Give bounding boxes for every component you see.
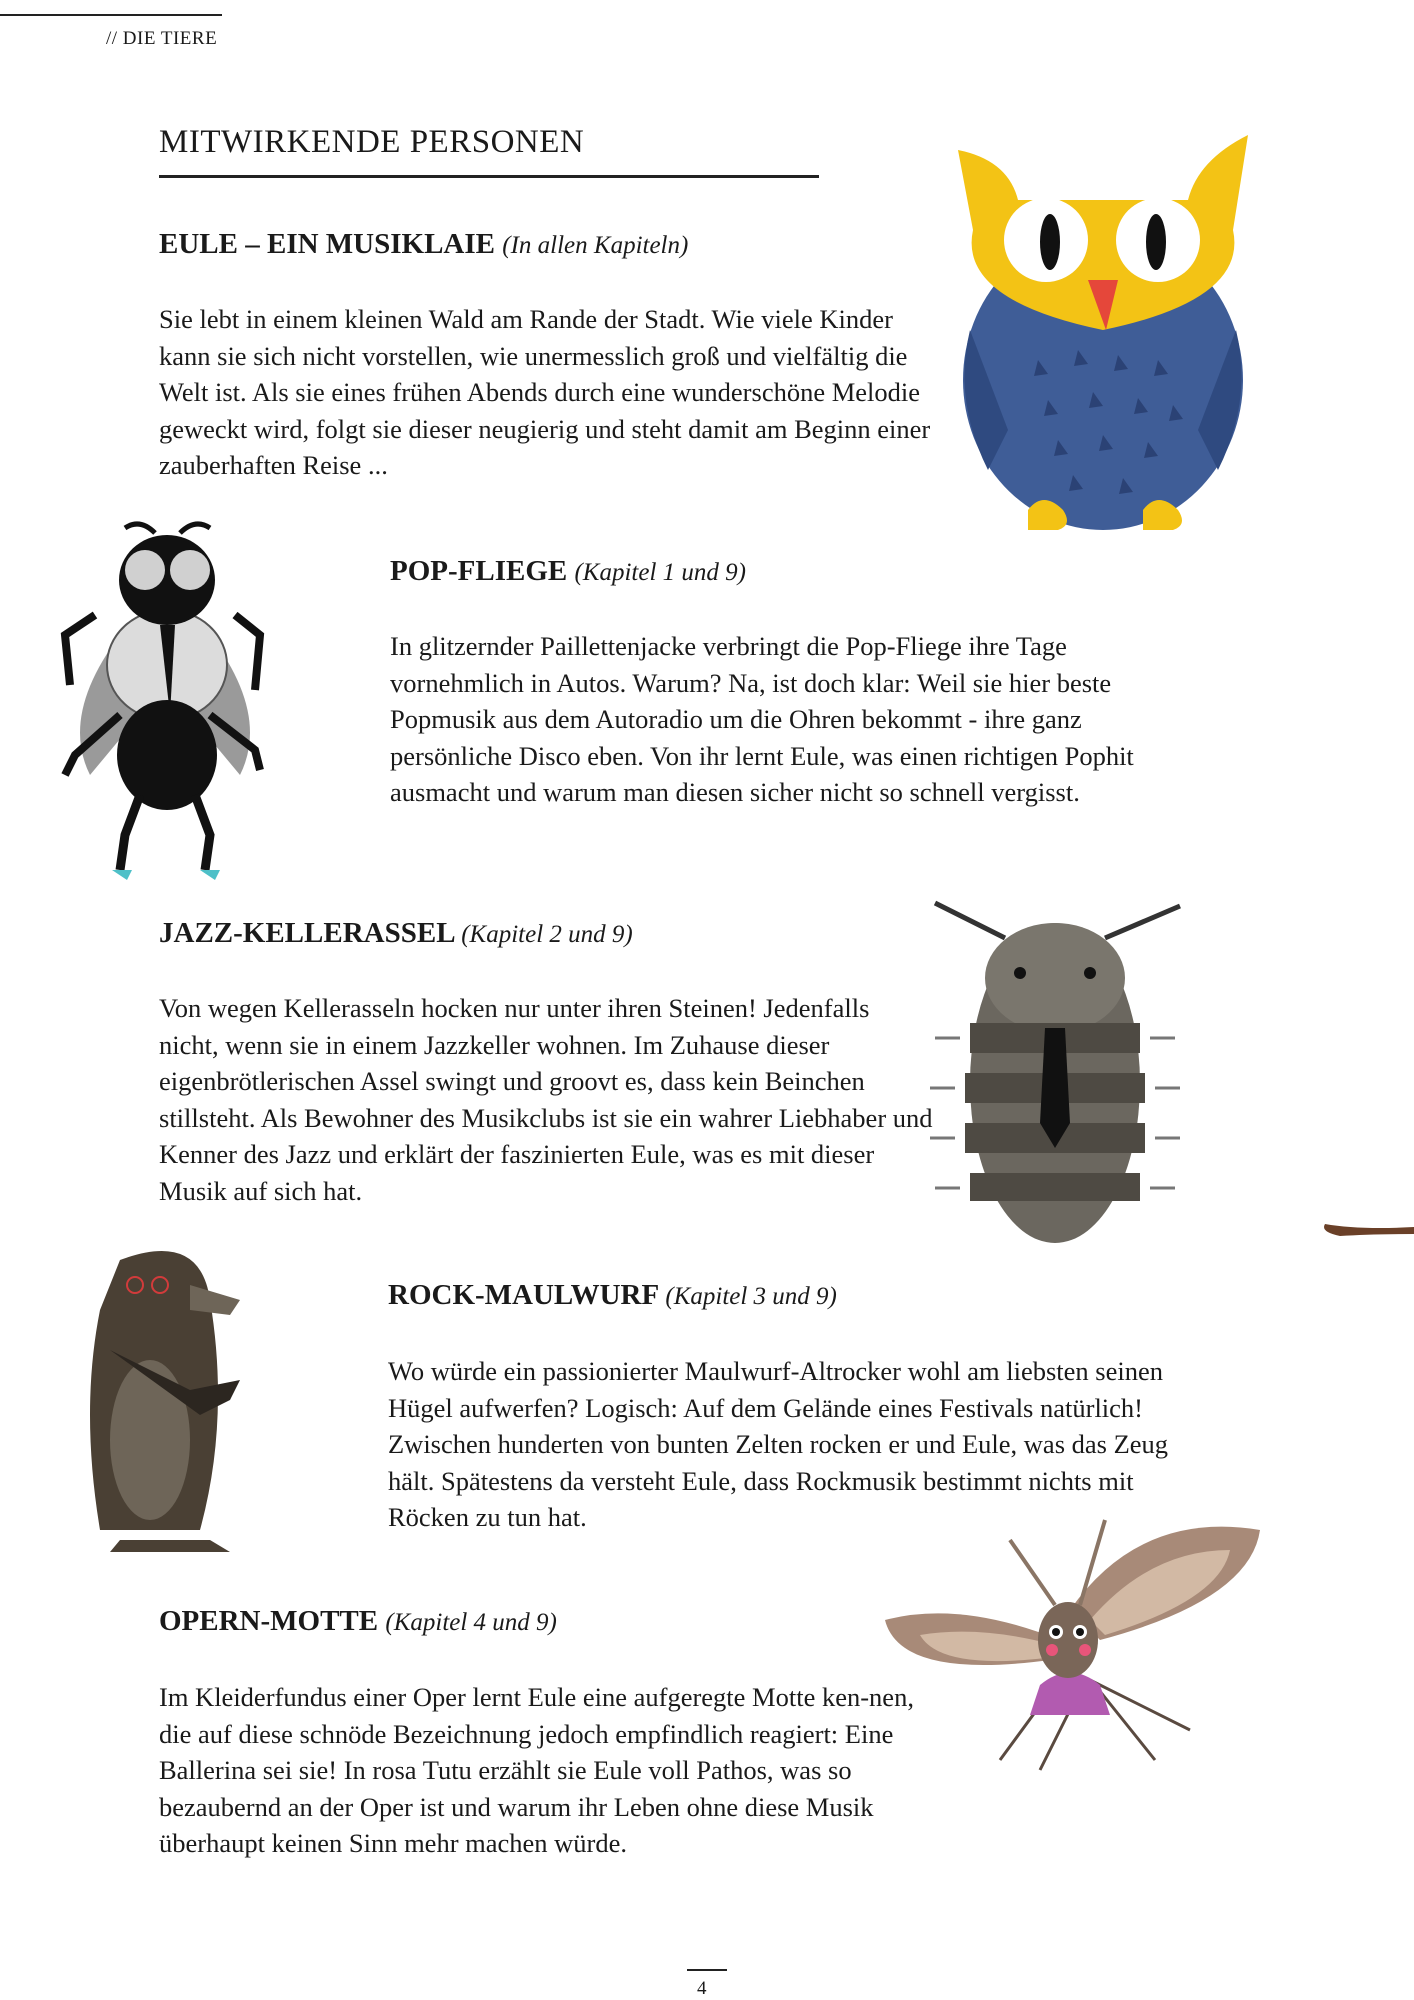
title-rule <box>159 175 819 178</box>
character-chapters: (In allen Kapiteln) <box>502 232 689 259</box>
character-heading-eule <box>159 228 688 261</box>
character-text-jazz-kellerassel: Von wegen Kellerasseln hocken nur unter ihren Steinen! Jedenfalls nicht, wenn sie in einem Jazzkeller wohnen. Im Zuhause dieser eigenbrötlerischen Assel swingt und groovt es, dass kein Beinchen stillsteht. Als Bewohner des Musikclubs ist sie ein wahrer Liebhaber und Kenner des Jazz und erklärt der faszinierten Eule, was es mit dieser Musik auf sich hat. <box>159 993 933 1206</box>
character-chapters: (Kapitel 4 und 9) <box>385 1609 557 1636</box>
character-heading-opern-motte <box>159 1605 557 1638</box>
character-text-pop-fliege: In glitzernder Paillettenjacke verbringt die Pop-Fliege ihre Tage vornehmlich in Autos. Warum? Na, ist doch klar: Weil sie hier beste Popmusik aus dem Autoradio um die Ohren bekommt - ihre ganz persönliche Disco eben. Von ihr lernt Eule, was einen richtigen Pophit ausmacht und warum man diesen sicher nicht so schnell vergisst. <box>390 631 1134 807</box>
character-heading-rock-maulwurf <box>388 1279 837 1312</box>
character-name: POP-FLIEGE <box>390 555 568 587</box>
character-chapters: (Kapitel 2 und 9) <box>461 921 633 948</box>
character-name: JAZZ-KELLERASSEL <box>159 917 454 949</box>
character-text-eule: Sie lebt in einem kleinen Wald am Rande der Stadt. Wie viele Kinder kann sie sich nicht vorstellen, wie unermesslich groß und vielfältig die Welt ist. Als sie eines frühen Abends durch eine wunderschöne Melodie geweckt wird, folgt sie dieser neugierig und steht damit am Beginn einer zauberhaften Reise ... <box>159 304 931 480</box>
page-title: MITWIRKENDE PERSONEN <box>159 124 585 160</box>
character-chapters: (Kapitel 3 und 9) <box>665 1283 837 1310</box>
character-heading-jazz-kellerassel <box>159 917 633 950</box>
character-name: EULE – EIN MUSIKLAIE <box>159 228 495 260</box>
fly-illustration <box>60 515 270 885</box>
character-heading-pop-fliege <box>390 555 746 588</box>
character-name: ROCK-MAULWURF <box>388 1279 659 1311</box>
footer-rule <box>687 1969 727 1971</box>
page-number: 4 <box>697 1978 707 1999</box>
running-header: // DIE TIERE <box>106 28 218 49</box>
character-text-rock-maulwurf: Wo würde ein passionierter Maulwurf-Altrocker wohl am liebsten seinen Hügel aufwerfen? Logisch: Auf dem Gelände eines Festivals natürlich! Zwischen hunderten von bunten Zelten rocken er und Eule, was das Zeug hält. Spätestens da versteht Eule, dass Rockmusik bestimmt nichts mit Röcken zu tun hat. <box>388 1356 1169 1532</box>
branch-illustration <box>1320 1212 1414 1242</box>
character-name: OPERN-MOTTE <box>159 1605 379 1637</box>
mole-illustration <box>80 1240 250 1560</box>
character-text-opern-motte: Im Kleiderfundus einer Oper lernt Eule eine aufgeregte Motte ken-nen, die auf diese schnöde Bezeichnung jedoch empfindlich reagiert: Eine Ballerina sei sie! In rosa Tutu erzählt sie Eule voll Pathos, was so bezaubernd an der Oper ist und warum ihr Leben ohne diese Musik überhaupt keinen Sinn mehr machen würde. <box>159 1682 914 1858</box>
owl-illustration <box>948 130 1258 550</box>
woodlouse-illustration <box>925 898 1195 1258</box>
moth-illustration <box>880 1510 1265 1780</box>
top-rule <box>0 14 222 16</box>
character-chapters: (Kapitel 1 und 9) <box>574 559 746 586</box>
